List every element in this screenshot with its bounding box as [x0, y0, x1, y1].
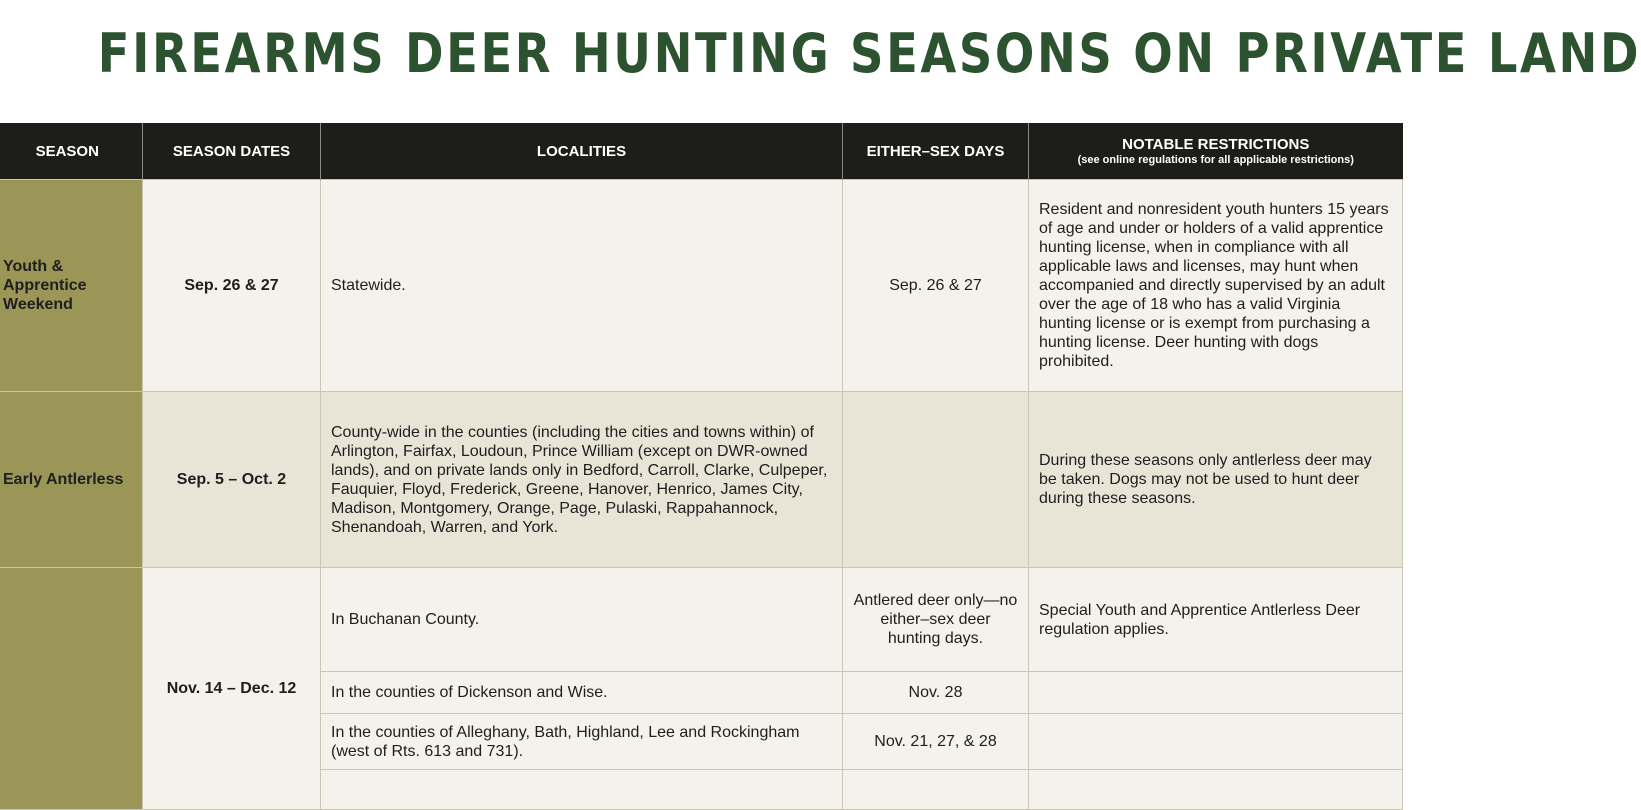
season-dates: Sep. 26 & 27	[143, 180, 321, 392]
notable-restrictions: During these seasons only antlerless deer may be taken. Dogs may not be used to hunt deer during these seasons.	[1029, 392, 1403, 568]
table-row	[0, 568, 1403, 672]
page-title: FIREARMS DEER HUNTING SEASONS ON PRIVATE LAND	[97, 22, 1641, 85]
header-restrictions-label: NOTABLE RESTRICTIONS	[1122, 135, 1310, 153]
header-notable-restrictions	[1029, 123, 1403, 180]
header-season: SEASON	[0, 123, 143, 180]
localities: County-wide in the counties (including the cities and towns within) of Arlington, Fairfax, Loudoun, Prince William (except on DWR-owned lands), and on private lands only in Bedford, Carroll, Clarke, Culpeper, Fauquier, Floyd, Frederick, Greene, Hanover, Henrico, James City, Madison, Montgomery, Orange, Page, Pulaski, Rappahannock, Shenandoah, Warren, and York.	[321, 392, 843, 568]
header-localities: LOCALITIES	[321, 123, 843, 180]
notable-restrictions	[1029, 672, 1403, 714]
localities: Statewide.	[321, 180, 843, 392]
header-row	[0, 123, 1403, 180]
either-sex-days: Nov. 21, 27, & 28	[843, 714, 1029, 770]
notable-restrictions: Resident and nonresident youth hunters 15 years of age and under or holders of a valid apprentice hunting license, when in compliance with all applicable laws and licenses, may hunt when accompanied and directly supervised by an adult over the age of 18 who has a valid Virginia hunting license or is exempt from purchasing a hunting license. Deer hunting with dogs prohibited.	[1029, 180, 1403, 392]
notable-restrictions: Special Youth and Apprentice Antlerless Deer regulation applies.	[1029, 568, 1403, 672]
table-row	[0, 180, 1403, 392]
season-dates: Nov. 14 – Dec. 12	[143, 568, 321, 810]
notable-restrictions	[1029, 770, 1403, 810]
season-name: Youth & Apprentice Weekend	[0, 180, 143, 392]
header-restrictions-note: (see online regulations for all applicable restrictions)	[1077, 153, 1354, 166]
table-row	[0, 392, 1403, 568]
season-name-general	[0, 568, 143, 810]
either-sex-days: Nov. 28	[843, 672, 1029, 714]
either-sex-days	[843, 392, 1029, 568]
notable-restrictions	[1029, 714, 1403, 770]
localities	[321, 770, 843, 810]
either-sex-days: Sep. 26 & 27	[843, 180, 1029, 392]
header-season-dates: SEASON DATES	[143, 123, 321, 180]
localities: In the counties of Dickenson and Wise.	[321, 672, 843, 714]
season-name: Early Antlerless	[0, 392, 143, 568]
either-sex-days	[843, 770, 1029, 810]
localities: In the counties of Alleghany, Bath, Highland, Lee and Rockingham (west of Rts. 613 and 731).	[321, 714, 843, 770]
either-sex-days: Antlered deer only—no either–sex deer hunting days.	[843, 568, 1029, 672]
seasons-table	[0, 123, 1403, 810]
localities: In Buchanan County.	[321, 568, 843, 672]
header-either-sex-days: EITHER–SEX DAYS	[843, 123, 1029, 180]
season-dates: Sep. 5 – Oct. 2	[143, 392, 321, 568]
